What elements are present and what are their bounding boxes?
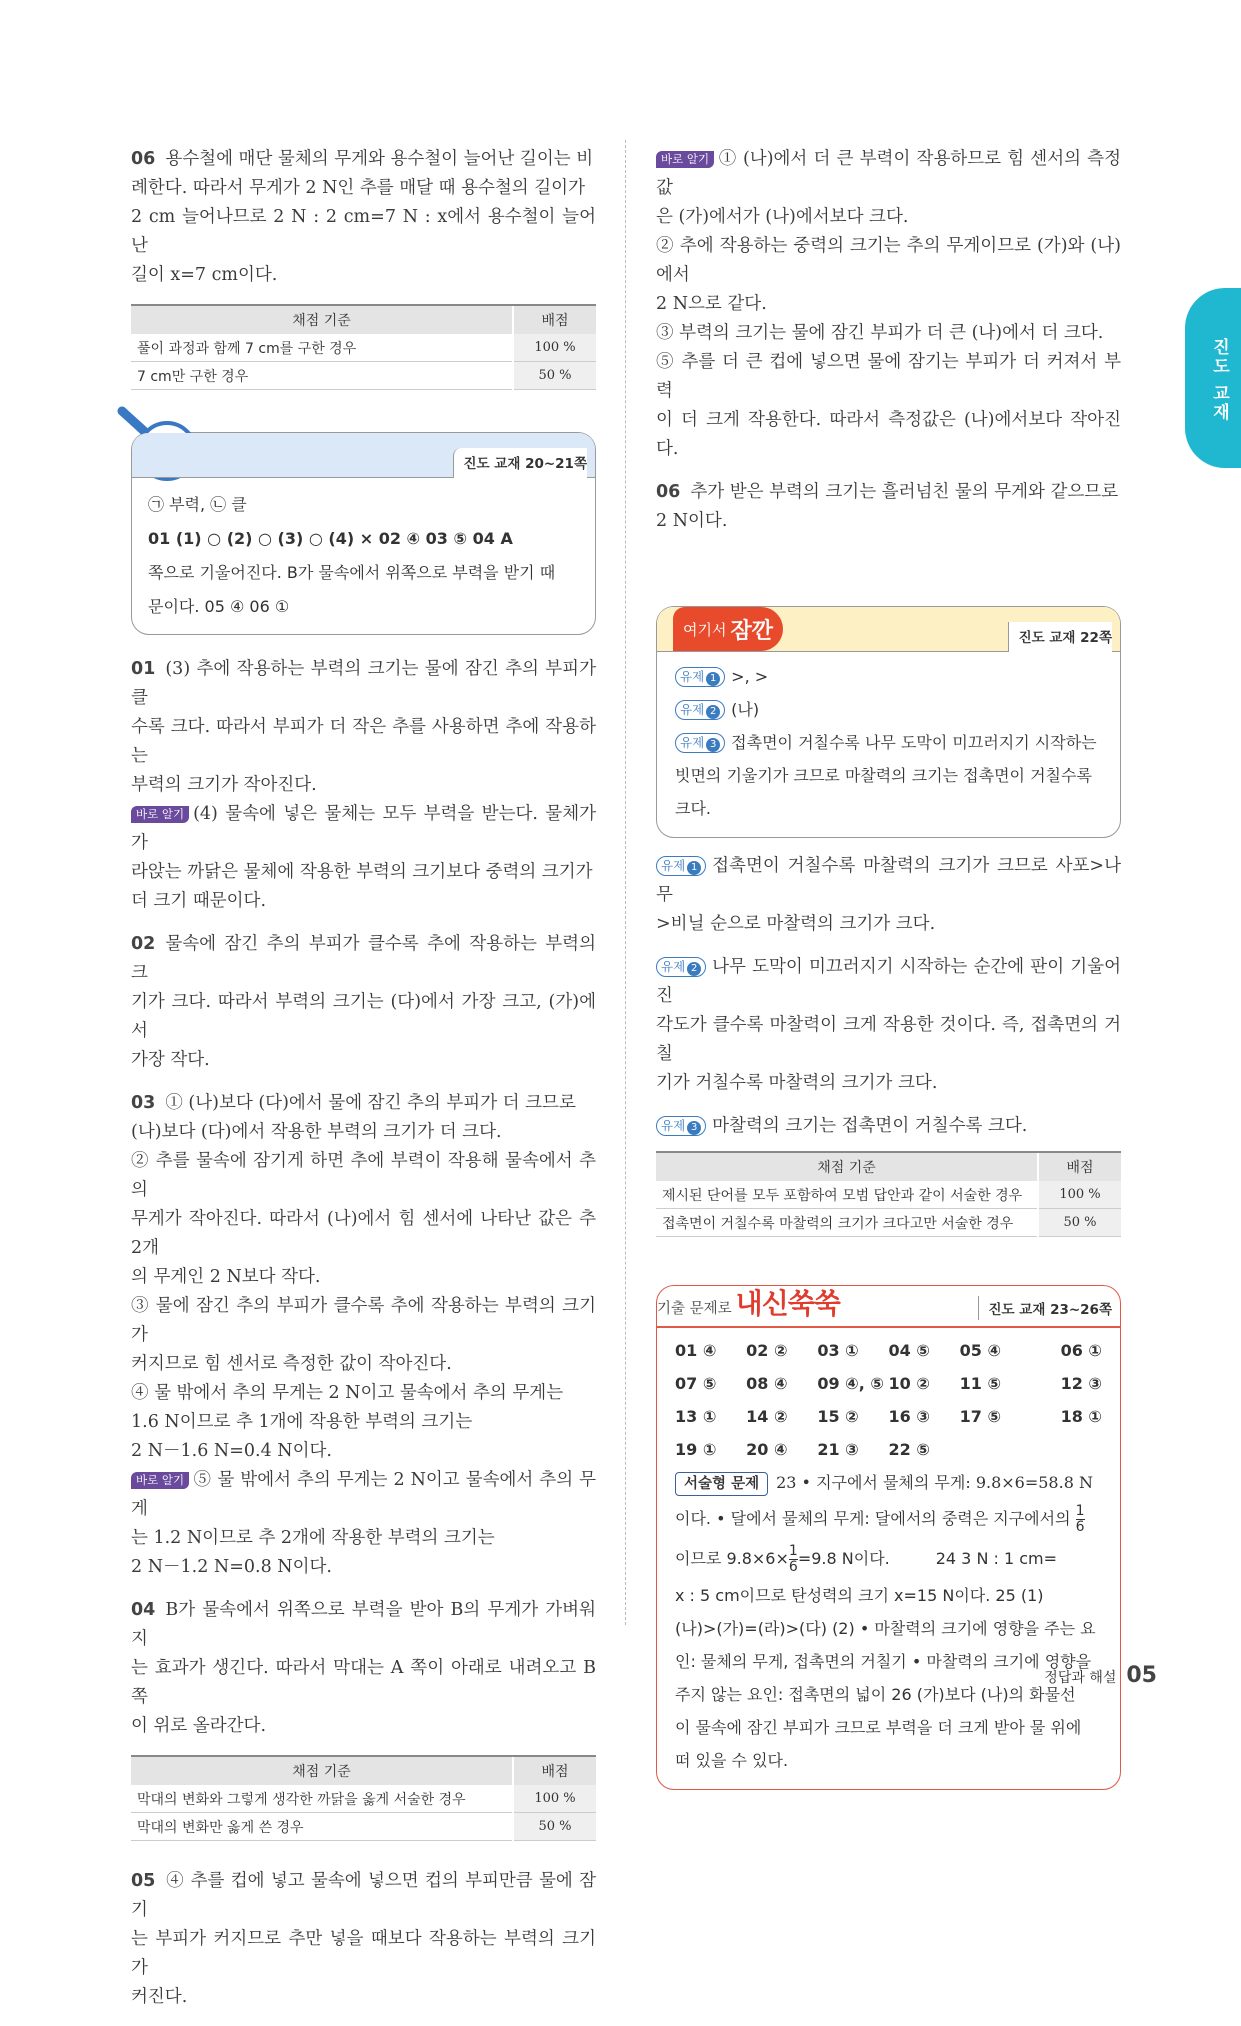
answer-item: 08 ④ [746, 1374, 788, 1393]
answer-item: 05 ④ [959, 1341, 1002, 1360]
page-reference: 진도 교재 22쪽 [1008, 622, 1112, 652]
answer-04: 04 B가 물속에서 위쪽으로 부력을 받아 B의 무게가 가벼워지 는 효과가 생긴다. 따라서 막대는 A 쪽이 아래로 내려오고 B 쪽 이 위로 올라간다. [131, 1600, 596, 1736]
answer-01: 01 (3) 추에 작용하는 부력의 크기는 물에 잠긴 추의 부피가 클 수록 크다. 따라서 부피가 더 작은 추를 사용하면 추에 작용하는 부력의 크기가 작아진다. 바로 알기 (4) 물속에 넣은 물체는 모두 부력을 받는다. 물체가 가 라앉는 까닭은 물체에 작용한 부력의 크기보다 중력의 크기가 더 크기 때문이다. [131, 659, 596, 911]
scoring-table-04: 채점 기준 배점 막대의 변화와 그렇게 생각한 까닭을 옳게 서술한 경우 100 % 막대의 변화만 옳게 쓴 경우 50 % [131, 1755, 596, 1841]
question-number: 06 [131, 149, 156, 169]
answer-item: 18 ① [1060, 1407, 1102, 1426]
example-badge: 유제 1 [656, 856, 706, 876]
tamgu-box [131, 432, 596, 635]
answer-item: 15 ② [817, 1407, 859, 1426]
fraction: $\frac{1}{6}$ [1075, 1503, 1085, 1535]
jamkkan-header [657, 607, 1120, 652]
footer-label: 정답과 해설 [1044, 1670, 1117, 1686]
answer-06: 06 용수철에 매단 물체의 무게와 용수철이 늘어난 길이는 비 례한다. 따라서 무게가 2 N인 추를 매달 때 용수철의 길이가 2 cm 늘어나므로 2 N : 2 cm=7 N : x에서 용수철이 늘어난 길이 x=7 cm이다. [131, 149, 596, 285]
answer-item: 10 ② [888, 1374, 930, 1393]
answer-item: 14 ② [746, 1407, 788, 1426]
example-1-explanation: 유제 1 접촉면이 거칠수록 마찰력의 크기가 크므로 사포>나무 >비닐 순으로 마찰력의 크기가 크다. [656, 856, 1121, 934]
jamkkan-body: 유제 1 >, > 유제 2 (나) 유제 3 접촉면이 거칠수록 나무 도막이 미끄러지기 시작하는 빗면의 기울기가 크므로 마찰력의 크기는 접촉면이 거칠수록 크다. [675, 667, 1097, 818]
example-badge: 유제 3 [656, 1116, 706, 1136]
side-tab: 진도 교재 [1185, 288, 1241, 468]
example-2-explanation: 유제 2 나무 도막이 미끄러지기 시작하는 순간에 판이 기울어진 각도가 클수록 마찰력이 크게 작용한 것이다. 즉, 접촉면의 거칠 기가 거칠수록 마찰력의 크기가 크다. [656, 957, 1121, 1093]
naesin-header [657, 1286, 1120, 1328]
naesin-body: 01 ④ 02 ② 03 ① 04 ⑤ 05 ④ 06 ① 07 ⑤ 08 ④ 09 ④, ⑤ 10 ② 11 ⑤ 12 ③ 13 ① 14 ② 15 ② 16 ③ 17 ⑤ 18 ① 19 ① 20 ④ 21 ③ 22 ⑤ 서술형 문제 23 • 지구에서 물체의 무게: 9.8×6=58.8 N 이다. • 달에서 물체의 무게: 달에서의 중력은 지구에서의 $\frac{1}{6}$ 이므로 9.8×6× $\frac{1}{6}$ =9.8 N이다. 24 3 N : 1 cm= x : 5 cm이므로 탄성력의 크기 x=15 N이다. 25 (1) (나)>(가)=(라)>(다) (2) • 마찰력의 크기에 영향을 주는 요 인: 물체의 무게, 접촉면의 거칠기 • 마찰력의 크기에 영향을 주지 않는 요인: 접촉면의 넓이 26 (가)보다 (나)의 화물선 이 물속에 잠긴 부피가 크므로 부력을 더 크게 받아 물 위에 떠 있을 수 있다. [657, 1328, 1120, 1789]
example-badge: 유제 2 [656, 957, 706, 977]
answer-item: 22 ⑤ [888, 1440, 930, 1459]
answer-item: 20 ④ [746, 1440, 788, 1459]
right-column [656, 145, 1121, 1790]
answer-02: 02 물속에 잠긴 추의 부피가 클수록 추에 작용하는 부력의 크 기가 크다. 따라서 부력의 크기는 (다)에서 가장 크고, (가)에서 가장 작다. [131, 934, 596, 1070]
page-footer [1044, 1663, 1157, 1688]
scoring-table-06: 채점 기준 배점 풀이 과정과 함께 7 cm를 구한 경우 100 % 7 cm만 구한 경우 50 % [131, 304, 596, 390]
correction-tag: 바로 알기 [131, 1472, 189, 1489]
essay-label: 서술형 문제 [675, 1472, 768, 1496]
answer-item: 04 ⑤ [888, 1341, 930, 1360]
answer-item: 02 ② [746, 1341, 788, 1360]
correction-block: 바로 알기 ① (나)에서 더 큰 부력이 작용하므로 힘 센서의 측정값 은 (가)에서가 (나)에서보다 크다. ② 추에 작용하는 중력의 크기는 추의 무게이므로 (가)와 (나)에서 2 N으로 같다. ③ 부력의 크기는 물에 잠긴 부피가 더 큰 (나)에서 더 크다. ⑤ 추를 더 큰 컵에 넣으면 물에 잠기는 부피가 더 커져서 부력 이 더 크게 작용한다. 따라서 측정값은 (나)에서보다 작아진다. [656, 149, 1121, 459]
answer-item: 06 ① [1060, 1341, 1102, 1360]
example-badge: 유제 3 [675, 733, 725, 753]
answer-item: 01 ④ [675, 1341, 717, 1360]
answer-item: 11 ⑤ [959, 1374, 1002, 1393]
example-badge: 유제 1 [675, 667, 725, 687]
tamgu-answers: ㉠ 부력, ㉡ 클 01 (1) ○ (2) ○ (3) ○ (4) × 02 ④ 03 ⑤ 04 A 쪽으로 기울어진다. B가 물속에서 위쪽으로 부력을 받기 때 문이다. 05 ④ 06 ① [148, 495, 556, 616]
page-reference: 진도 교재 23~26쪽 [978, 1296, 1113, 1320]
answer-item: 03 ① [817, 1341, 859, 1360]
naesin-title: 기출 문제로 내신쑥쑥 [657, 1287, 840, 1320]
correction-tag: 바로 알기 [656, 151, 714, 168]
example-3-explanation: 유제 3 마찰력의 크기는 접촉면이 거칠수록 크다. [656, 1112, 1121, 1141]
tamgu-header [132, 433, 595, 478]
answer-item: 12 ③ [1060, 1374, 1102, 1393]
answer-item: 21 ③ [817, 1440, 859, 1459]
answer-item: 09 ④, ⑤ [817, 1374, 884, 1393]
answer-item: 17 ⑤ [959, 1407, 1002, 1426]
answer-06-right: 06 추가 받은 부력의 크기는 흘러넘친 물의 무게와 같으므로 2 N이다. [656, 482, 1119, 531]
scoring-table-example3: 채점 기준 배점 제시된 단어를 모두 포함하여 모범 답안과 같이 서술한 경우 100 % 접촉면이 거칠수록 마찰력의 크기가 크다고만 서술한 경우 50 % [656, 1151, 1121, 1237]
example-badge: 유제 2 [675, 700, 725, 720]
answer-item: 13 ① [675, 1407, 717, 1426]
correction-tag: 바로 알기 [131, 806, 189, 823]
answer-grid [675, 1334, 1102, 1466]
answer-05: 05 ④ 추를 컵에 넣고 물속에 넣으면 컵의 부피만큼 물에 잠기 는 부피가 커지므로 추만 넣을 때보다 작용하는 부력의 크기가 커진다. [131, 1871, 596, 2007]
naesin-box [656, 1285, 1121, 1790]
page-number: 05 [1126, 1663, 1157, 1688]
column-divider [625, 140, 626, 1625]
jamkkan-title: 여기서 잠깐 [673, 607, 783, 651]
answer-item: 19 ① [675, 1440, 717, 1459]
jamkkan-box [656, 606, 1121, 838]
page-reference: 진도 교재 20~21쪽 [453, 448, 588, 478]
fraction: $\frac{1}{6}$ [788, 1543, 798, 1575]
answer-item: 07 ⑤ [675, 1374, 717, 1393]
answer-item: 16 ③ [888, 1407, 930, 1426]
left-column [131, 145, 596, 2026]
answer-03: 03 ① (나)보다 (다)에서 물에 잠긴 추의 부피가 더 크므로 (나)보다 (다)에서 작용한 부력의 크기가 더 크다. ② 추를 물속에 잠기게 하면 추에 부력이 작용해 물속에서 추의 무게가 작아진다. 따라서 (나)에서 힘 센서에 나타난 값은 추 2개 의 무게인 2 N보다 작다. ③ 물에 잠긴 추의 부피가 클수록 추에 작용하는 부력의 크기가 커지므로 힘 센서로 측정한 값이 작아진다. ④ 물 밖에서 추의 무게는 2 N이고 물속에서 추의 무게는 1.6 N이므로 추 1개에 작용한 부력의 크기는 2 N－1.6 N=0.4 N이다. 바로 알기 ⑤ 물 밖에서 추의 무게는 2 N이고 물속에서 추의 무게 는 1.2 N이므로 추 2개에 작용한 부력의 크기는 2 N－1.2 N=0.8 N이다. [131, 1093, 596, 1577]
